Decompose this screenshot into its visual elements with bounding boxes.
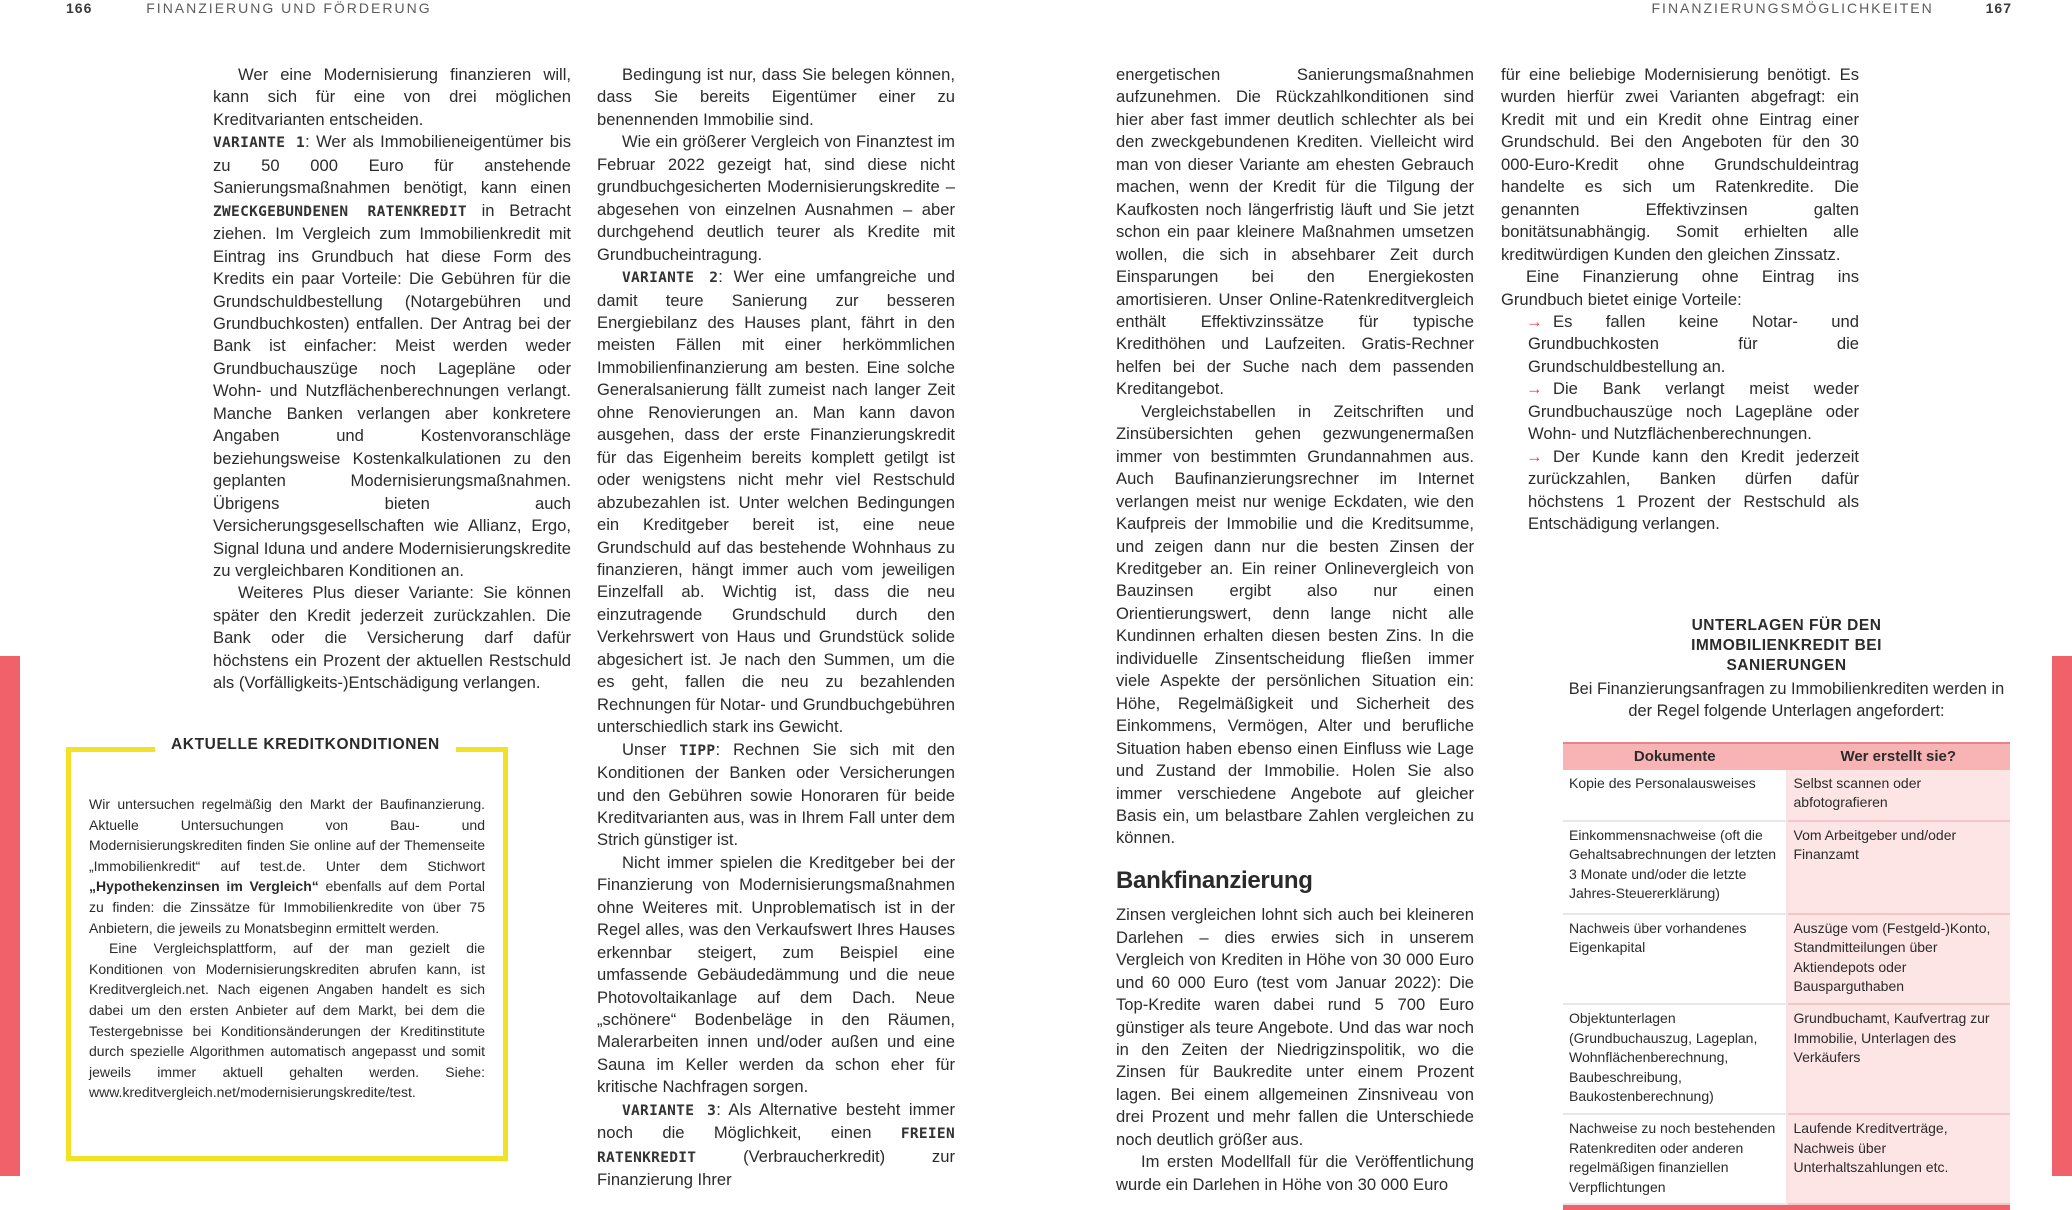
right-accent-bar [2052, 656, 2072, 1176]
table-cell: Einkommensnachweise (oft die Gehaltsabrechnungen der letzten 3 Monate und/oder die letzte Jahres-Steuererklärung) [1563, 821, 1787, 914]
right-page-number: 167 [1985, 0, 2012, 16]
arrow-right-icon: → [1526, 311, 1543, 331]
paragraph: Wer eine Modernisierung finanzieren will, kann sich für eine von drei möglichen Kreditvarianten entscheiden. [213, 65, 571, 129]
column-header-dokumente: Dokumente [1563, 743, 1787, 770]
table-row [1563, 770, 2010, 821]
info-box-kreditkonditionen [66, 736, 508, 1161]
keyword-label: TIPP [679, 742, 716, 759]
documents-panel [1563, 616, 2010, 1210]
table-bottom-rule [1563, 1205, 2010, 1210]
documents-table [1563, 742, 2010, 1205]
paragraph-variante-1: VARIANTE 1: Wer als Immobilieneigentümer bis zu 50 000 Euro für anstehende Sanierungsmaßnahmen benötigt, kann einen ZWECKGEBUNDENEN RATENKREDIT in Betracht ziehen. Im Vergleich zum Immobilienkredit mit Eintrag ins Grundbuch hat diese Form des Kredits ein paar Vorteile: Die Gebühren für die Grundschuldbestellung (Notargebühren und Grundbuchkosten) entfallen. Der Antrag bei der Bank ist einfacher: Meist werden weder Grundbuchauszüge noch Lagepläne oder Wohn- und Nutzflächenberechnungen verlangt. Manche Banken verlangen aber konkretere Angaben und Kostenvoranschläge beziehungsweise Kostenkalkulationen zu den geplanten Modernisierungsmaßnahmen. Übrigens bieten auch Versicherungsgesellschaften wie Allianz, Ergo, Signal Iduna und andere Modernisierungskredite zu vergleichbaren Konditionen an. [213, 132, 571, 580]
list-item: → Die Bank verlangt meist weder Grundbuchauszüge noch Lagepläne oder Wohn- und Nutzflächenberechnungen. [1501, 378, 1859, 445]
column-header-wer-erstellt: Wer erstellt sie? [1787, 743, 2011, 770]
text-column-4 [1501, 64, 1859, 536]
table-cell: Laufende Kreditverträge, Nachweis über Unterhaltszahlungen etc. [1787, 1114, 2011, 1204]
paragraph: energetischen Sanierungsmaßnahmen aufzunehmen. Die Rückzahlkonditionen sind hier aber fast immer deutlich schlechter als bei den zweckgebundenen Krediten. Vielleicht wird man von dieser Variante am ehesten Gebrauch machen, wenn der Kredit für die Tilgung der Kaufkosten noch längerfristig läuft und Sie jetzt schon ein paar kleinere Maßnahmen umsetzen wollen, die sich in absehbarer Zeit durch Einsparungen bei den Energiekosten amortisieren. Unser Online-Ratenkreditvergleich enthält Effektivzinssätze für typische Kredithöhen und Laufzeiten. Gratis-Rechner helfen bei der Suche nach dem passenden Kreditangebot. [1116, 65, 1474, 399]
keyword: „Hypothekenzinsen im Vergleich“ [89, 878, 319, 895]
keyword-label: VARIANTE 3 [622, 1102, 717, 1119]
keyword-label: VARIANTE 1 [213, 135, 306, 152]
table-cell: Vom Arbeitgeber und/oder Finanzamt [1787, 821, 2011, 914]
info-box-body [89, 794, 485, 1103]
table-cell: Kopie des Personalausweises [1563, 770, 1787, 821]
section-heading: Bankfinanzierung [1116, 866, 1313, 894]
paragraph: Wie ein größerer Vergleich von Finanztest im Februar 2022 gezeigt hat, sind diese nicht grundbuchgesicherten Modernisierungskredite – abgesehen von einzelnen Ausnahmen – aber durchgehend deutlich teurer als Kredite mit Grundbucheintragung. [597, 132, 955, 264]
documents-intro: Bei Finanzierungsanfragen zu Immobilienkrediten werden in der Regel folgende Unterlagen angefordert: [1568, 680, 2005, 720]
paragraph-variante-3: VARIANTE 3: Als Alternative besteht immer noch die Möglichkeit, einen FREIEN RATENKREDIT (Verbraucherkredit) zur Finanzierung Ihrer [597, 1099, 955, 1190]
left-accent-bar [0, 656, 20, 1176]
text-column-2 [597, 64, 955, 1192]
table-row [1563, 1114, 2010, 1204]
table-header-row [1563, 743, 2010, 770]
table-row [1563, 821, 2010, 914]
table-cell: Nachweise zu noch bestehenden Ratenkrediten oder anderen regelmäßigen finanziellen Verpflichtungen [1563, 1114, 1787, 1204]
arrow-right-icon: → [1526, 379, 1543, 399]
paragraph: Zinsen vergleichen lohnt sich auch bei kleineren Darlehen – dies erwies sich in unserem Vergleich von Krediten in Höhe von 30 000 Euro und 60 000 Euro (test vom Januar 2022): Die Top-Kredite waren dabei rund 5 700 Euro günstiger als teure Angebote. Und das war noch in den Zeiten der Niedrigzinspolitik, wo die Zinsen für Baukredite unter einem Prozent lagen. Bei einem allgemeinen Zinsniveau von drei Prozent und mehr fallen die Unterschiede noch deutlich größer aus. [1116, 905, 1474, 1149]
paragraph-variante-2: VARIANTE 2: Wer eine umfangreiche und damit teure Sanierung zur besseren Energiebilanz des Hauses plant, fährt in den meisten Fällen mit einer herkömmlichen Immobilienfinanzierung am besten. Eine solche Generalsanierung fällt zumeist nach langer Zeit ohne Renovierungen an. Man kann davon ausgehen, dass der erste Finanzierungskredit für das Eigenheim bereits komplett getilgt ist oder wenigstens nicht mehr viel Restschuld abzubezahlen ist. Unter welchen Bedingungen ein Kreditgeber bereit ist, eine neue Grundschuld auf das bestehende Wohnhaus zu finanzieren, hängt immer auch vom jeweiligen Einzelfall ab. Wichtig ist, dass die neu einzutragende Grundschuld durch den Verkehrswert von Haus und Grundstück solide abgesichert ist. Je nach den Summen, um die es geht, fallen die neu zu bezahlenden Rechnungen für Notar- und Grundbuchgebühren unterschiedlich stark ins Gewicht. [597, 267, 955, 737]
left-page-number: 166 [66, 0, 93, 16]
paragraph: Bedingung ist nur, dass Sie belegen können, dass Sie bereits Eigentümer einer zu benennenden Immobilie sind. [597, 65, 955, 129]
paragraph: Im ersten Modellfall für die Veröffentlichung wurde ein Darlehen in Höhe von 30 000 Euro [1116, 1152, 1474, 1194]
paragraph: Eine Vergleichsplattform, auf der man gezielt die Konditionen von Modernisierungskrediten abrufen kann, ist Kreditvergleich.net. Nach eigenen Angaben handelt es sich dabei um den ersten Anbieter auf dem Markt, bei dem die Testergebnisse bei Konditionsänderungen der Kreditinstitute durch spezielle Algorithmen automatisch angepasst und somit jeweils immer aktuell gehalten werden. Siehe: www.kreditvergleich.net/modernisierungskredite/test. [89, 940, 485, 1101]
left-page-header [66, 0, 432, 16]
paragraph: Eine Finanzierung ohne Eintrag ins Grundbuch bietet einige Vorteile: [1501, 267, 1859, 309]
text-column-3 [1116, 64, 1474, 1196]
table-cell: Nachweis über vorhandenes Eigenkapital [1563, 914, 1787, 1004]
text-column-1 [213, 64, 571, 695]
paragraph: Vergleichstabellen in Zeitschriften und Zinsübersichten gehen gezwungenermaßen immer von bestimmten Grundannahmen aus. Auch Baufinanzierungsrechner im Internet verlangen meist nur wenige Eckdaten, wie den Kaufpreis der Immobilie und die Kreditsumme, und zeigen dann nur die besten Zinsen der Kreditgeber an. Ein reiner Onlinevergleich von Bauzinsen ergibt also nur einen Orientierungswert, denn lange nicht alle Kundinnen erhalten diesen besten Zins. In die individuelle Zinsentscheidung fließen immer viele Aspekte der persönlichen Situation ein: Höhe, Regelmäßigkeit und Sicherheit des Einkommens, Vermögen, Alter und berufliche Situation haben ebenso einen Einfluss wie Lage und Zustand der Immobilie. Holen Sie also immer verschiedene Angebote auf gleicher Basis ein, um belastbare Zahlen vergleichen zu können. [1116, 401, 1474, 848]
keyword: FREIEN RATENKREDIT [597, 1126, 955, 1166]
paragraph: für eine beliebige Modernisierung benötigt. Es wurden hierfür zwei Varianten abgefragt: ein Kredit mit und ein Kredit ohne Eintrag einer Grundschuld. Bei den Angeboten für den 30 000-Euro-Kredit ohne Grundschuldeintrag handelte es sich um Ratenkredite. Die genannten Effektivzinsen galten bonitätsunabhängig. Somit erhielten alle kreditwürdigen Kunden den gleichen Zinssatz. [1501, 65, 1859, 264]
table-cell: Auszüge vom (Festgeld-)Konto, Standmitteilungen über Aktiendepots oder Bausparguthaben [1787, 914, 2011, 1004]
list-item: → Der Kunde kann den Kredit jederzeit zurückzahlen, Banken dürfen dafür höchstens 1 Prozent der Restschuld als Entschädigung verlangen. [1501, 446, 1859, 536]
table-cell: Objektunterlagen (Grundbuchauszug, Lageplan, Wohnflächenberechnung, Baubeschreibung, Baukostenberechnung) [1563, 1004, 1787, 1114]
paragraph: Weiteres Plus dieser Variante: Sie können später den Kredit jederzeit zurückzahlen. Die Bank oder die Versicherung darf dafür höchstens ein Prozent der aktuellen Restschuld als (Vorfälligkeits-)Entschädigung verlangen. [213, 583, 571, 693]
paragraph-tipp: Unser TIPP: Rechnen Sie sich mit den Konditionen der Banken oder Versicherungen und den Gebühren sowie Honoraren für beide Kreditvarianten aus, was in Ihrem Fall unter dem Strich günstiger ist. [597, 739, 955, 850]
table-cell: Grundbuchamt, Kaufvertrag zur Immobilie, Unterlagen des Verkäufers [1787, 1004, 2011, 1114]
arrow-right-icon: → [1526, 446, 1543, 466]
left-running-title: FINANZIERUNG UND FÖRDERUNG [146, 0, 432, 16]
table-row [1563, 1004, 2010, 1114]
keyword-label: VARIANTE 2 [622, 270, 719, 287]
paragraph: Wir untersuchen regelmäßig den Markt der Baufinanzierung. Aktuelle Untersuchungen von Bau- und Modernisierungskrediten finden Sie online auf der Themenseite „Immobilienkredit“ auf test.de. Unter dem Stichwort „Hypothekenzinsen im Vergleich“ ebenfalls auf dem Portal zu finden: die Zinssätze für Immobilienkredite von über 75 Anbietern, die jeweils zu Monatsbeginn ermittelt werden. [89, 796, 485, 936]
table-row [1563, 914, 2010, 1004]
right-page-header [1652, 0, 2013, 16]
keyword: ZWECKGEBUNDENEN RATENKREDIT [213, 203, 467, 220]
paragraph: Nicht immer spielen die Kreditgeber bei der Finanzierung von Modernisierungsmaßnahmen ohne Weiteres mit. Unproblematisch ist in der Regel alles, was den Verkaufswert Ihres Hauses erkennbar steigert, zum Beispiel eine umfassende Gebäudedämmung und die neue Photovoltaikanlage auf dem Dach. Neue „schönere“ Bodenbeläge in den Räumen, Malerarbeiten innen und/oder außen und eine Sauna im Keller werden da schon eher für kritische Nachfragen sorgen. [597, 852, 955, 1097]
list-item: → Es fallen keine Notar- und Grundbuchkosten für die Grundschuldbestellung an. [1501, 311, 1859, 378]
right-running-title: FINANZIERUNGSMÖGLICHKEITEN [1651, 0, 1934, 16]
info-box-title: AKTUELLE KREDITKONDITIONEN [155, 736, 456, 754]
table-cell: Selbst scannen oder abfotografieren [1787, 770, 2011, 821]
documents-title: UNTERLAGEN FÜR DEN IMMOBILIENKREDIT BEI SANIERUNGEN [1691, 617, 1882, 674]
